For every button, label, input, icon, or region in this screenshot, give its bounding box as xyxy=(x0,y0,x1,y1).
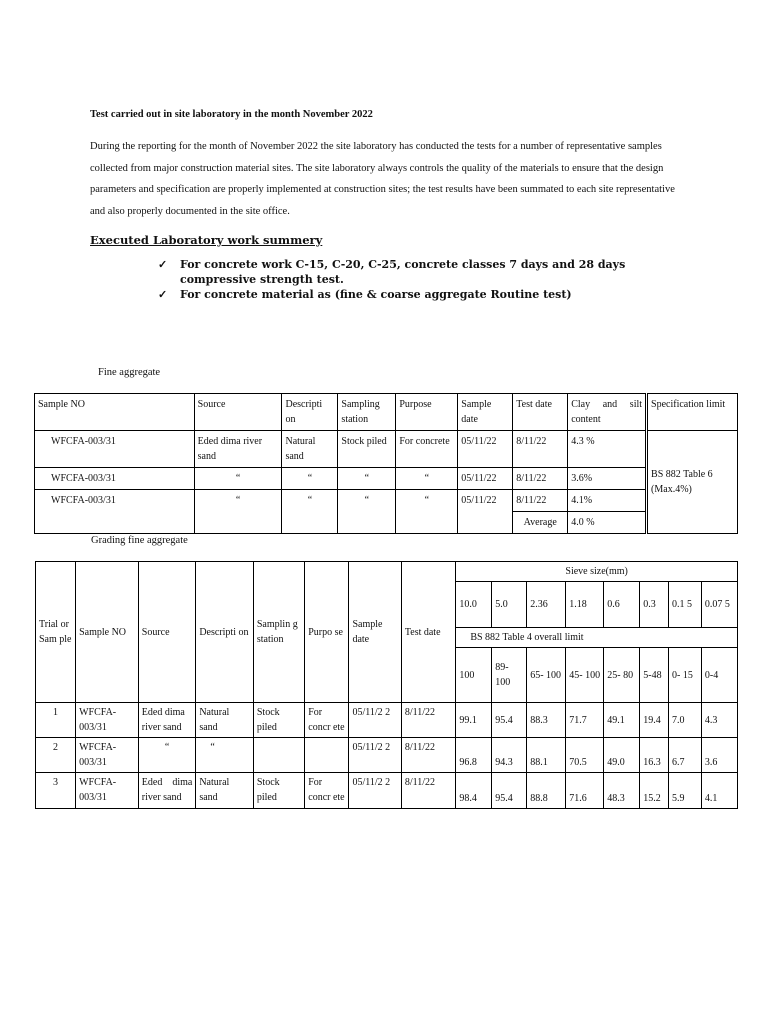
table-row xyxy=(35,431,738,468)
cell-description: Natural sand xyxy=(282,431,338,468)
header-cell: Descripti on xyxy=(282,394,338,431)
cell-sample-date: 05/11/22 xyxy=(458,490,513,534)
cell-passing: 3.6 xyxy=(701,738,737,773)
checklist-item xyxy=(158,257,638,287)
cell-passing: 6.7 xyxy=(669,738,702,773)
cell-description: Natural sand xyxy=(196,703,254,738)
header-cell: Source xyxy=(138,562,196,703)
limit-cell: 100 xyxy=(456,648,492,703)
cell-purpose: For concrete xyxy=(396,431,458,468)
cell-passing: 4.3 xyxy=(701,703,737,738)
table-header-row xyxy=(36,562,738,582)
cell-purpose: “ xyxy=(396,490,458,534)
cell-passing: 19.4 xyxy=(640,703,669,738)
table-header-row xyxy=(35,394,738,431)
sieve-size-cell: 0.07 5 xyxy=(701,582,737,628)
cell-description: Natural sand xyxy=(196,773,254,809)
cell-station: Stock piled xyxy=(253,703,304,738)
cell-source: “ xyxy=(194,490,282,534)
cell-sample: WFCFA-003/31 xyxy=(35,490,195,534)
cell-sample: WFCFA- 003/31 xyxy=(76,738,139,773)
report-paragraph: During the reporting for the month of November 2022 the site laboratory has conducted the tests for a number of representative samples collected from major construction material sites. The site laboratory always controls the quality of the materials to ensure that the design parameters and specification are properly implemented at construction sites; the test results have been summated to each site representative and also properly documented in the site office. xyxy=(90,141,675,217)
limit-cell: 5-48 xyxy=(640,648,669,703)
header-cell: Sampling station xyxy=(338,394,396,431)
summary-title: Executed Laboratory work summery xyxy=(90,233,323,247)
cell-passing: 71.7 xyxy=(566,703,604,738)
cell-passing: 5.9 xyxy=(669,773,702,809)
limit-cell: 89- 100 xyxy=(492,648,527,703)
cell-sample-date: 05/11/2 2 xyxy=(349,738,401,773)
sieve-size-cell: 0.3 xyxy=(640,582,669,628)
table-row xyxy=(35,468,738,490)
cell-clay: 3.6% xyxy=(568,468,647,490)
cell-sample-date: 05/11/22 xyxy=(458,468,513,490)
cell-passing: 49.0 xyxy=(604,738,640,773)
average-value: 4.0 % xyxy=(568,512,647,534)
header-cell: Specification limit xyxy=(647,394,738,431)
cell-sample: WFCFA- 003/31 xyxy=(76,773,139,809)
cell-purpose: “ xyxy=(396,468,458,490)
cell-passing: 98.4 xyxy=(456,773,492,809)
cell-clay: 4.1% xyxy=(568,490,647,512)
cell-passing: 88.3 xyxy=(527,703,566,738)
cell-purpose: For concr ete xyxy=(305,703,349,738)
header-cell: Test date xyxy=(401,562,455,703)
cell-passing: 71.6 xyxy=(566,773,604,809)
checklist-text: For concrete material as (fine & coarse aggregate Routine test) xyxy=(180,288,572,301)
cell-passing: 95.4 xyxy=(492,773,527,809)
cell-passing: 88.8 xyxy=(527,773,566,809)
sieve-size-cell: 5.0 xyxy=(492,582,527,628)
cell-sample-date: 05/11/2 2 xyxy=(349,773,401,809)
cell-description: “ xyxy=(282,468,338,490)
cell-test-date: 8/11/22 xyxy=(513,431,568,468)
cell-sample: WFCFA- 003/31 xyxy=(76,703,139,738)
sieve-size-title: Sieve size(mm) xyxy=(456,562,738,582)
limit-cell: 0- 15 xyxy=(669,648,702,703)
cell-station: Stock piled xyxy=(253,773,304,809)
header-cell: Descripti on xyxy=(196,562,254,703)
cell-purpose: For concr ete xyxy=(305,773,349,809)
cell-passing: 49.1 xyxy=(604,703,640,738)
cell-sample-date: 05/11/2 2 xyxy=(349,703,401,738)
limit-cell: 25- 80 xyxy=(604,648,640,703)
checkmark-icon: ✓ xyxy=(158,288,168,301)
fine-aggregate-label: Fine aggregate xyxy=(98,367,161,378)
cell-passing: 7.0 xyxy=(669,703,702,738)
table-row xyxy=(36,773,738,809)
cell-specification: BS 882 Table 6 (Max.4%) xyxy=(647,431,738,534)
cell-passing: 99.1 xyxy=(456,703,492,738)
checklist xyxy=(158,257,638,302)
cell-test-date: 8/11/22 xyxy=(513,490,568,512)
cell-description: “ xyxy=(196,738,254,773)
checklist-item xyxy=(158,287,638,302)
checklist-text: For concrete work C-15, C-20, C-25, concrete classes 7 days and 28 days compressive strength test. xyxy=(180,258,626,286)
header-cell: Trial or Sam ple xyxy=(36,562,76,703)
table-row xyxy=(35,490,738,512)
cell-purpose xyxy=(305,738,349,773)
cell-test-date: 8/11/22 xyxy=(513,468,568,490)
header-cell: Sample date xyxy=(349,562,401,703)
sieve-size-cell: 0.6 xyxy=(604,582,640,628)
cell-passing: 94.3 xyxy=(492,738,527,773)
cell-source: “ xyxy=(194,468,282,490)
cell-trial: 1 xyxy=(36,703,76,738)
limit-cell: 45- 100 xyxy=(566,648,604,703)
header-cell: Sample NO xyxy=(76,562,139,703)
cell-sample: WFCFA-003/31 xyxy=(35,431,195,468)
cell-passing: 16.3 xyxy=(640,738,669,773)
cell-passing: 48.3 xyxy=(604,773,640,809)
fine-aggregate-table xyxy=(34,393,738,534)
cell-sample: WFCFA-003/31 xyxy=(35,468,195,490)
sieve-size-cell: 0.1 5 xyxy=(669,582,702,628)
cell-passing: 15.2 xyxy=(640,773,669,809)
limit-title: BS 882 Table 4 overall limit xyxy=(456,628,738,648)
header-cell: Clay and silt content xyxy=(568,394,647,431)
grading-label: Grading fine aggregate xyxy=(91,535,188,546)
header-cell: Purpose xyxy=(396,394,458,431)
cell-test-date: 8/11/22 xyxy=(401,703,455,738)
cell-sample-date: 05/11/22 xyxy=(458,431,513,468)
cell-passing: 96.8 xyxy=(456,738,492,773)
limit-cell: 0-4 xyxy=(701,648,737,703)
cell-passing: 4.1 xyxy=(701,773,737,809)
sieve-size-cell: 2.36 xyxy=(527,582,566,628)
cell-passing: 88.1 xyxy=(527,738,566,773)
cell-trial: 2 xyxy=(36,738,76,773)
cell-description: “ xyxy=(282,490,338,534)
header-cell: Purpo se xyxy=(305,562,349,703)
sieve-size-cell: 1.18 xyxy=(566,582,604,628)
cell-station: Stock piled xyxy=(338,431,396,468)
cell-source: Eded dima river sand xyxy=(138,703,196,738)
header-cell: Test date xyxy=(513,394,568,431)
cell-source: “ xyxy=(138,738,196,773)
limit-cell: 65- 100 xyxy=(527,648,566,703)
header-cell: Sample date xyxy=(458,394,513,431)
header-cell: Source xyxy=(194,394,282,431)
table-row xyxy=(36,703,738,738)
cell-station xyxy=(253,738,304,773)
cell-trial: 3 xyxy=(36,773,76,809)
checkmark-icon: ✓ xyxy=(158,258,168,271)
cell-station: “ xyxy=(338,468,396,490)
cell-test-date: 8/11/22 xyxy=(401,738,455,773)
grading-table xyxy=(35,561,738,809)
header-cell: Samplin g station xyxy=(253,562,304,703)
cell-passing: 95.4 xyxy=(492,703,527,738)
report-heading: Test carried out in site laboratory in the month November 2022 xyxy=(90,109,373,120)
cell-passing: 70.5 xyxy=(566,738,604,773)
table-row xyxy=(36,738,738,773)
cell-source: Eded dima river sand xyxy=(138,773,196,809)
cell-source: Eded dima river sand xyxy=(194,431,282,468)
sieve-size-cell: 10.0 xyxy=(456,582,492,628)
cell-station: “ xyxy=(338,490,396,534)
header-cell: Sample NO xyxy=(35,394,195,431)
average-label: Average xyxy=(513,512,568,534)
cell-clay: 4.3 % xyxy=(568,431,647,468)
cell-test-date: 8/11/22 xyxy=(401,773,455,809)
